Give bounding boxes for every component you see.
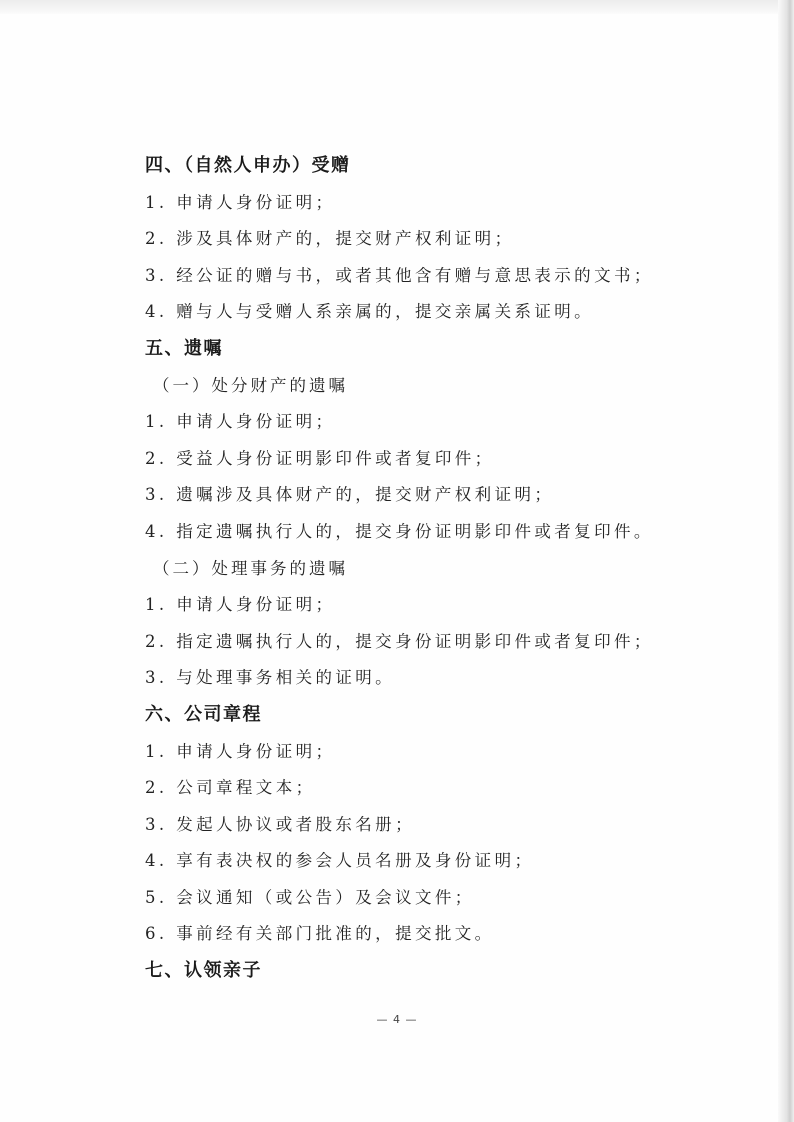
- section-heading-7: 七、认领亲子: [145, 960, 262, 982]
- list-item: 4. 赠与人与受赠人系亲属的，提交亲属关系证明。: [145, 302, 595, 322]
- section-heading-4: 四、（自然人申办）受赠: [145, 155, 351, 176]
- list-item: 2. 公司章程文本；: [145, 778, 316, 798]
- list-item: 6. 事前经有关部门批准的，提交批文。: [145, 924, 495, 944]
- list-item: 3. 发起人协议或者股东名册；: [145, 814, 415, 834]
- list-item: 1. 申请人身份证明；: [145, 192, 336, 212]
- list-item: 1. 申请人身份证明；: [145, 412, 336, 432]
- list-item: 3. 与处理事务相关的证明。: [145, 668, 396, 688]
- list-item: 4. 享有表决权的参会人员名册及身份证明；: [145, 851, 535, 871]
- list-item: 1. 申请人身份证明；: [145, 741, 336, 761]
- document-body: [145, 148, 705, 990]
- subsection-heading-1: （一）处分财产的遗嘱: [153, 375, 348, 395]
- list-item: 5. 会议通知（或公告）及会议文件；: [145, 887, 475, 907]
- list-item: 3. 经公证的赠与书，或者其他含有赠与意思表示的文书；: [145, 265, 654, 285]
- list-item: 2. 受益人身份证明影印件或者复印件；: [145, 448, 495, 468]
- list-item: 2. 指定遗嘱执行人的，提交身份证明影印件或者复印件；: [145, 631, 654, 651]
- list-item: 2. 涉及具体财产的，提交财产权利证明；: [145, 229, 515, 249]
- list-item: 1. 申请人身份证明；: [145, 595, 336, 615]
- scan-edge-right: [778, 0, 794, 1122]
- list-item: 3. 遗嘱涉及具体财产的，提交财产权利证明；: [145, 485, 555, 505]
- list-item: 4. 指定遗嘱执行人的，提交身份证明影印件或者复印件。: [145, 521, 654, 541]
- scan-edge-top: [0, 0, 794, 14]
- section-heading-6: 六、公司章程: [145, 703, 262, 725]
- subsection-heading-2: （二）处理事务的遗嘱: [153, 558, 348, 578]
- page-number: — 4 —: [376, 1013, 418, 1026]
- section-heading-5: 五、遗嘱: [145, 337, 223, 359]
